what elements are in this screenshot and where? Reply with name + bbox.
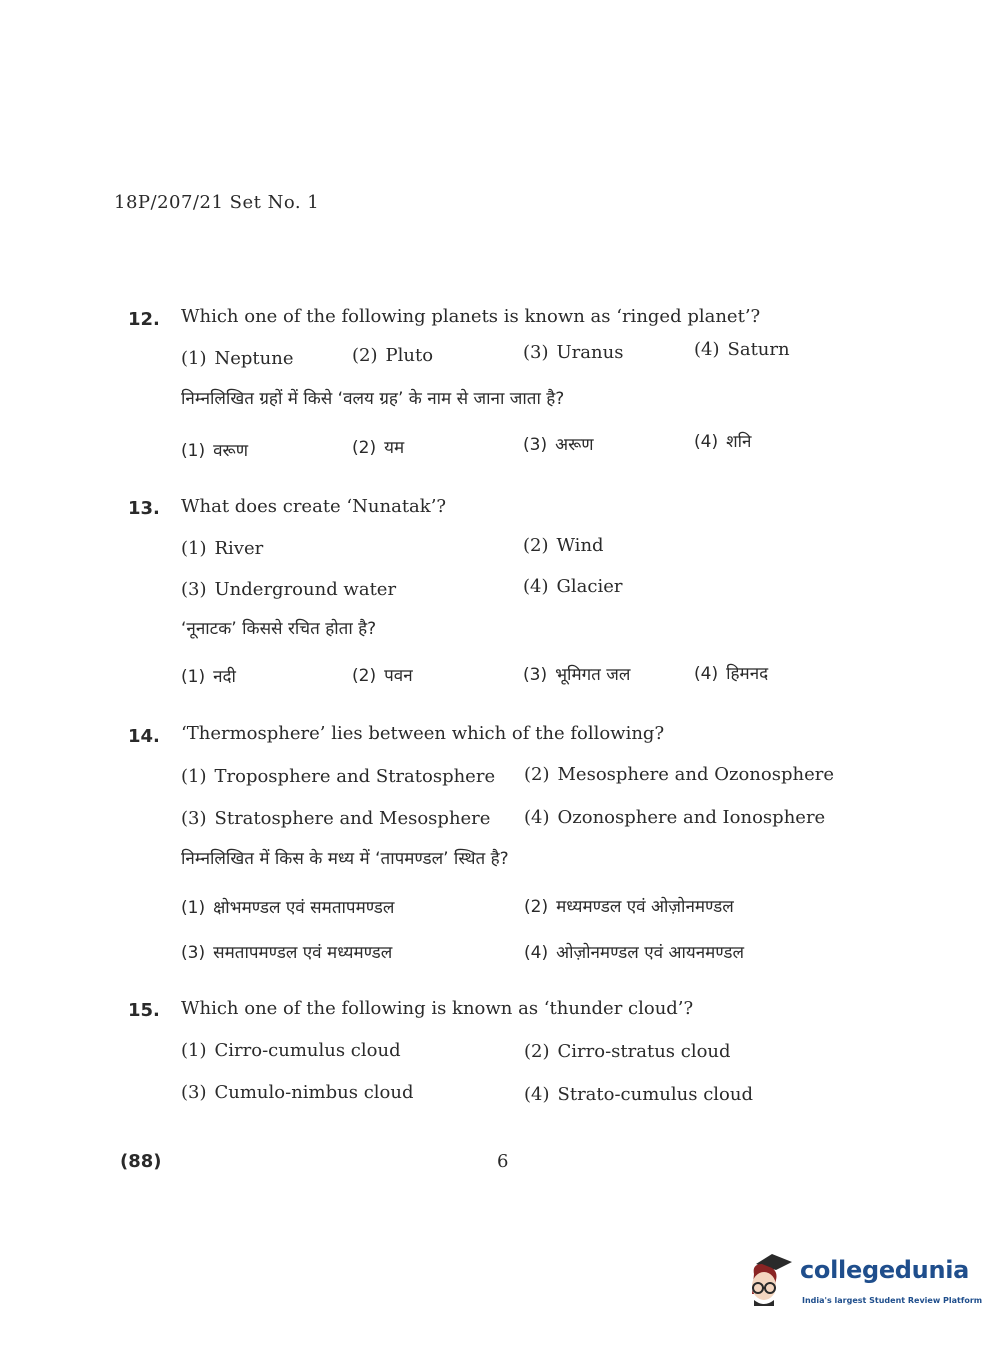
option-2: (2) Cirro-stratus cloud bbox=[524, 1041, 731, 1062]
hindi-option-3: (3) समतापमण्डल एवं मध्यमण्डल bbox=[181, 943, 393, 963]
question-text: Which one of the following is known as ‘thunder cloud’? bbox=[181, 998, 694, 1019]
option-3: (3) Underground water bbox=[181, 579, 397, 600]
hindi-option-3: (3) भूमिगत जल bbox=[523, 665, 631, 685]
option-3: (3) Stratosphere and Mesosphere bbox=[181, 808, 491, 829]
hindi-option-2: (2) पवन bbox=[352, 666, 413, 686]
brand-tagline: India's largest Student Review Platform bbox=[802, 1296, 983, 1305]
option-1: (1) Cirro-cumulus cloud bbox=[181, 1040, 401, 1061]
hindi-option-2: (2) यम bbox=[352, 438, 405, 458]
hindi-option-2: (2) मध्यमण्डल एवं ओज़ोनमण्डल bbox=[524, 897, 734, 917]
hindi-option-4: (4) शनि bbox=[694, 432, 752, 452]
paper-code: 18P/207/21 Set No. 1 bbox=[114, 192, 320, 213]
mascot-logo-icon bbox=[742, 1250, 800, 1312]
hindi-option-1: (1) क्षोभमण्डल एवं समतापमण्डल bbox=[181, 898, 395, 918]
hindi-option-1: (1) वरूण bbox=[181, 441, 249, 461]
option-2: (2) Pluto bbox=[352, 345, 434, 366]
option-1: (1) Troposphere and Stratosphere bbox=[181, 766, 496, 787]
option-4: (4) Glacier bbox=[523, 576, 623, 597]
option-4: (4) Saturn bbox=[694, 339, 790, 360]
option-1: (1) Neptune bbox=[181, 348, 294, 369]
option-4: (4) Ozonosphere and Ionosphere bbox=[524, 807, 826, 828]
brand-name: collegedunia bbox=[800, 1256, 970, 1284]
page-number: 6 bbox=[497, 1151, 509, 1172]
option-1: (1) River bbox=[181, 538, 264, 559]
collegedunia-watermark bbox=[742, 1250, 983, 1320]
option-3: (3) Cumulo-nimbus cloud bbox=[181, 1082, 414, 1103]
question-text-hindi: ‘नूनाटक’ किससे रचित होता है? bbox=[181, 619, 377, 639]
option-2: (2) Mesosphere and Ozonosphere bbox=[524, 764, 834, 785]
question-number: 12. bbox=[128, 309, 160, 330]
hindi-option-3: (3) अरूण bbox=[523, 435, 594, 455]
question-text-hindi: निम्नलिखित ग्रहों में किसे ‘वलय ग्रह’ के नाम से जाना जाता है? bbox=[181, 389, 565, 409]
question-number: 15. bbox=[128, 1000, 160, 1021]
question-text: Which one of the following planets is known as ‘ringed planet’? bbox=[181, 306, 761, 327]
option-3: (3) Uranus bbox=[523, 342, 624, 363]
option-4: (4) Strato-cumulus cloud bbox=[524, 1084, 753, 1105]
question-number: 13. bbox=[128, 498, 160, 519]
question-text: What does create ‘Nunatak’? bbox=[181, 496, 447, 517]
hindi-option-1: (1) नदी bbox=[181, 667, 236, 687]
hindi-option-4: (4) हिमनद bbox=[694, 664, 769, 684]
option-2: (2) Wind bbox=[523, 535, 604, 556]
hindi-option-4: (4) ओज़ोनमण्डल एवं आयनमण्डल bbox=[524, 943, 744, 963]
question-text-hindi: निम्नलिखित में किस के मध्य में ‘तापमण्डल’ स्थित है? bbox=[181, 849, 509, 869]
question-number: 14. bbox=[128, 726, 160, 747]
footer-code: (88) bbox=[120, 1151, 162, 1172]
question-text: ‘Thermosphere’ lies between which of the following? bbox=[181, 723, 665, 744]
